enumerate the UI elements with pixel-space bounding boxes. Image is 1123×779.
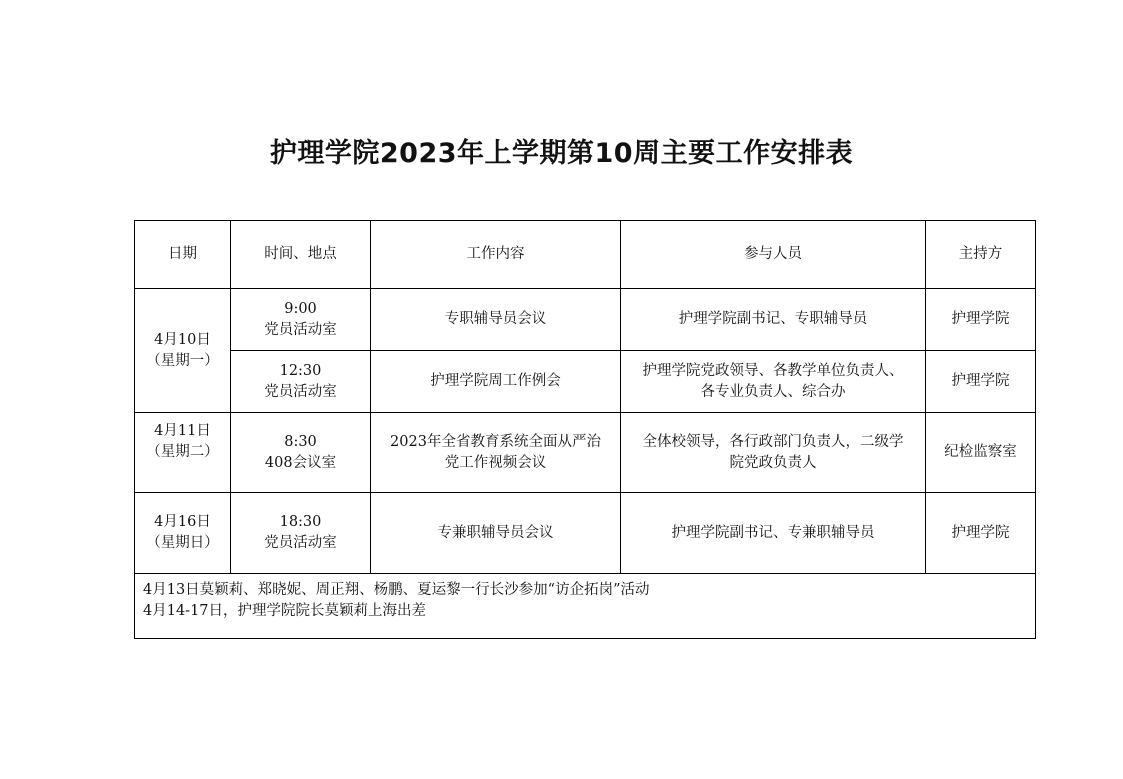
place-text: 党员活动室 [264,535,337,551]
header-content: 工作内容 [371,221,621,289]
participants-text: 各专业负责人、综合办 [700,383,846,400]
participants-text: 护理学院党政领导、各教学单位负责人、 [642,362,904,379]
time-text: 8:30 [284,433,317,450]
header-participants: 参与人员 [621,221,926,289]
content-text: 2023年全省教育系统全面从严治 [390,433,601,450]
content-text: 护理学院周工作例会 [430,373,561,389]
participants-cell [621,289,926,351]
time-place-cell [231,493,371,574]
date-cell [135,289,231,413]
participants-text: 护理学院副书记、专兼职辅导员 [671,524,875,541]
page-title: 护理学院2023年上学期第10周主要工作安排表 [269,138,854,169]
table-row [135,289,1036,351]
time-text: 9:00 [284,300,317,317]
schedule-table [134,220,1036,639]
header-time-place: 时间、地点 [231,221,371,289]
weekday-text: （星期日） [146,535,219,551]
place-text: 408会议室 [264,454,337,471]
place-text: 党员活动室 [264,383,337,400]
notes-cell [135,574,1036,639]
content-text: 党工作视频会议 [444,454,547,471]
host-cell: 护理学院 [926,351,1036,413]
time-place-cell [231,351,371,413]
participants-cell [621,493,926,574]
participants-text: 院党政负责人 [729,454,817,471]
header-host: 主持方 [926,221,1036,289]
time-place-cell [231,413,371,493]
place-text: 党员活动室 [264,321,337,338]
content-text: 专职辅导员会议 [444,311,547,327]
header-row [135,221,1036,289]
time-text: 12:30 [279,362,322,379]
weekday-text: （星期二） [146,444,219,460]
content-text: 专兼职辅导员会议 [437,524,554,541]
date-text: 4月11日 [154,423,211,439]
content-cell [371,289,621,351]
table-row [135,351,1036,413]
time-place-cell [231,289,371,351]
time-text: 18:30 [279,514,322,530]
host-cell: 护理学院 [926,493,1036,574]
note-text: 4月14-17日，护理学院院长莫颖莉上海出差 [143,603,427,619]
participants-text: 全体校领导，各行政部门负责人，二级学 [642,433,904,450]
date-cell [135,413,231,493]
note-text: 4月13日莫颖莉、郑晓妮、周正翔、杨鹏、夏运黎一行长沙参加“访企拓岗”活动 [143,582,650,598]
table-row [135,413,1036,493]
header-date: 日期 [135,221,231,289]
host-cell: 纪检监察室 [926,413,1036,493]
content-cell [371,413,621,493]
notes-row [135,574,1036,639]
content-cell [371,351,621,413]
date-text: 4月10日 [154,331,211,348]
weekday-text: （星期一） [146,352,219,369]
participants-text: 护理学院副书记、专职辅导员 [678,311,868,327]
participants-cell [621,413,926,493]
content-cell [371,493,621,574]
date-cell [135,493,231,574]
participants-cell [621,351,926,413]
table-row [135,493,1036,574]
date-text: 4月16日 [154,514,211,530]
host-cell: 护理学院 [926,289,1036,351]
